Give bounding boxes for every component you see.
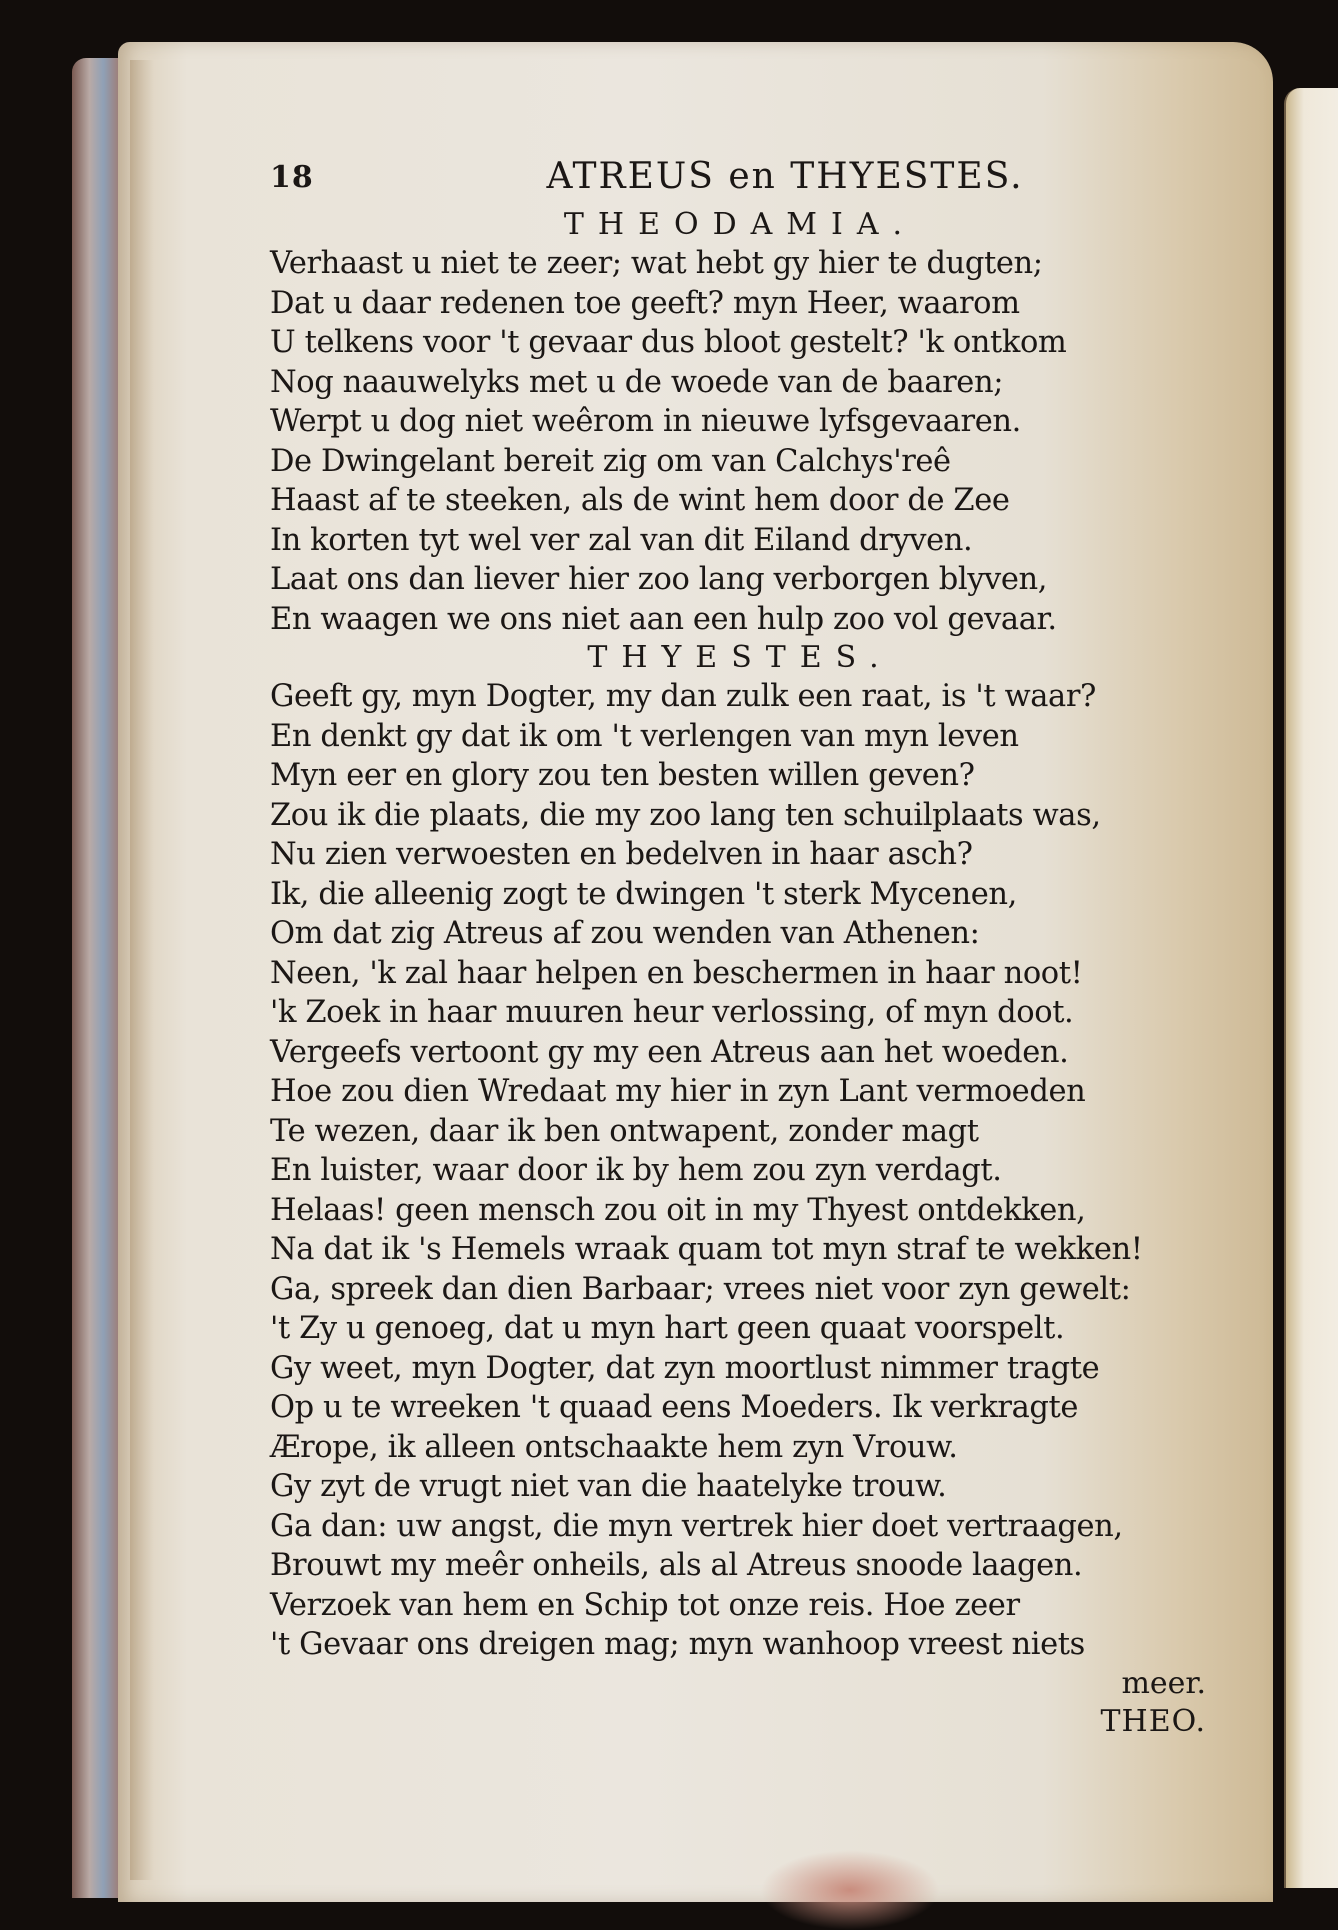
verse-line: Dat u daar redenen toe geeft? myn Heer, waarom bbox=[270, 285, 1020, 321]
verse-line: De Dwingelant bereit zig om van Calchys'reê bbox=[270, 443, 951, 479]
verse-line: Ga dan: uw angst, die myn vertrek hier doet vertraagen, bbox=[270, 1508, 1123, 1544]
verse-line: Gy weet, myn Dogter, dat zyn moortlust nimmer tragte bbox=[270, 1350, 1100, 1386]
verse-line: Om dat zig Atreus af zou wenden van Athenen: bbox=[270, 916, 980, 951]
page-text-block bbox=[270, 156, 1210, 1741]
verse-line: Geeft gy, myn Dogter, my dan zulk een raat, is 't waar? bbox=[270, 679, 1096, 714]
running-head bbox=[270, 156, 1210, 206]
fingertip bbox=[760, 1850, 940, 1930]
verse-line: Ik, die alleenig zogt te dwingen 't sterk Mycenen, bbox=[270, 876, 1017, 912]
verse-line: En denkt gy dat ik om 't verlengen van myn leven bbox=[270, 718, 1019, 754]
verse-line: In korten tyt wel ver zal van dit Eiland dryven. bbox=[270, 522, 973, 558]
verse-line: Haast af te steeken, als de wint hem door de Zee bbox=[270, 483, 1010, 518]
catchword: THEO. bbox=[1100, 1703, 1206, 1739]
verse-line: Nog naauwelyks met u de woede van de baaren; bbox=[270, 364, 1004, 400]
verse-line: Ærope, ik alleen ontschaakte hem zyn Vrouw. bbox=[270, 1429, 958, 1465]
verse-line: Myn eer en glory zou ten besten willen geven? bbox=[270, 758, 975, 793]
verse-line: En waagen we ons niet aan een hulp zoo vol gevaar. bbox=[270, 601, 1057, 637]
verse-line: Op u te wreeken 't quaad eens Moeders. Ik verkragte bbox=[270, 1390, 1078, 1425]
verse-line: Laat ons dan liever hier zoo lang verborgen blyven, bbox=[270, 562, 1048, 597]
verse-line: Verhaast u niet te zeer; wat hebt gy hier te dugten; bbox=[270, 246, 1043, 281]
facing-page-edge bbox=[1284, 88, 1338, 1888]
speaker-heading: THYESTES. bbox=[587, 640, 893, 675]
page-number: 18 bbox=[270, 160, 314, 195]
verse-line: 't Gevaar ons dreigen mag; myn wanhoop vreest niets bbox=[270, 1627, 1085, 1662]
speaker-heading: THEODAMIA. bbox=[563, 207, 917, 242]
gutter-shadow bbox=[130, 60, 154, 1880]
verse-line: Helaas! geen mensch zou oit in my Thyest ontdekken, bbox=[270, 1192, 1086, 1228]
verse-line: Hoe zou dien Wredaat my hier in zyn Lant vermoeden bbox=[270, 1074, 1086, 1109]
verse-line: Nu zien verwoesten en bedelven in haar asch? bbox=[270, 837, 973, 872]
verse-line: Werpt u dog niet weêrom in nieuwe lyfsgevaaren. bbox=[270, 404, 1021, 439]
verse-line: 't Zy u genoeg, dat u myn hart geen quaat voorspelt. bbox=[270, 1311, 1065, 1346]
verse-line: Neen, 'k zal haar helpen en beschermen in haar noot! bbox=[270, 955, 1083, 991]
verse-line: Zou ik die plaats, die my zoo lang ten schuilplaats was, bbox=[270, 797, 1101, 833]
running-title: ATREUS en THYESTES. bbox=[546, 156, 1024, 197]
verse-line: Vergeefs vertoont gy my een Atreus aan het woeden. bbox=[270, 1034, 1069, 1070]
verse-line: Na dat ik 's Hemels wraak quam tot myn straf te wekken! bbox=[270, 1232, 1143, 1267]
speech-theodamia bbox=[270, 244, 1210, 639]
verse-line: Brouwt my meêr onheils, als al Atreus snoode laagen. bbox=[270, 1548, 1083, 1583]
verse-line: U telkens voor 't gevaar dus bloot gestelt? 'k ontkom bbox=[270, 325, 1067, 360]
speech-thyestes bbox=[270, 677, 1210, 1665]
verse-line: Gy zyt de vrugt niet van die haatelyke trouw. bbox=[270, 1469, 947, 1504]
verse-line: Te wezen, daar ik ben ontwapent, zonder magt bbox=[270, 1113, 979, 1149]
runover-word: meer. bbox=[1121, 1665, 1206, 1701]
verse-line: En luister, waar door ik by hem zou zyn verdagt. bbox=[270, 1153, 1002, 1188]
verse-line: Ga, spreek dan dien Barbaar; vrees niet voor zyn gewelt: bbox=[270, 1271, 1131, 1307]
verse-line: Verzoek van hem en Schip tot onze reis. Hoe zeer bbox=[270, 1587, 1020, 1623]
verse-line: 'k Zoek in haar muuren heur verlossing, of myn doot. bbox=[270, 995, 1074, 1030]
